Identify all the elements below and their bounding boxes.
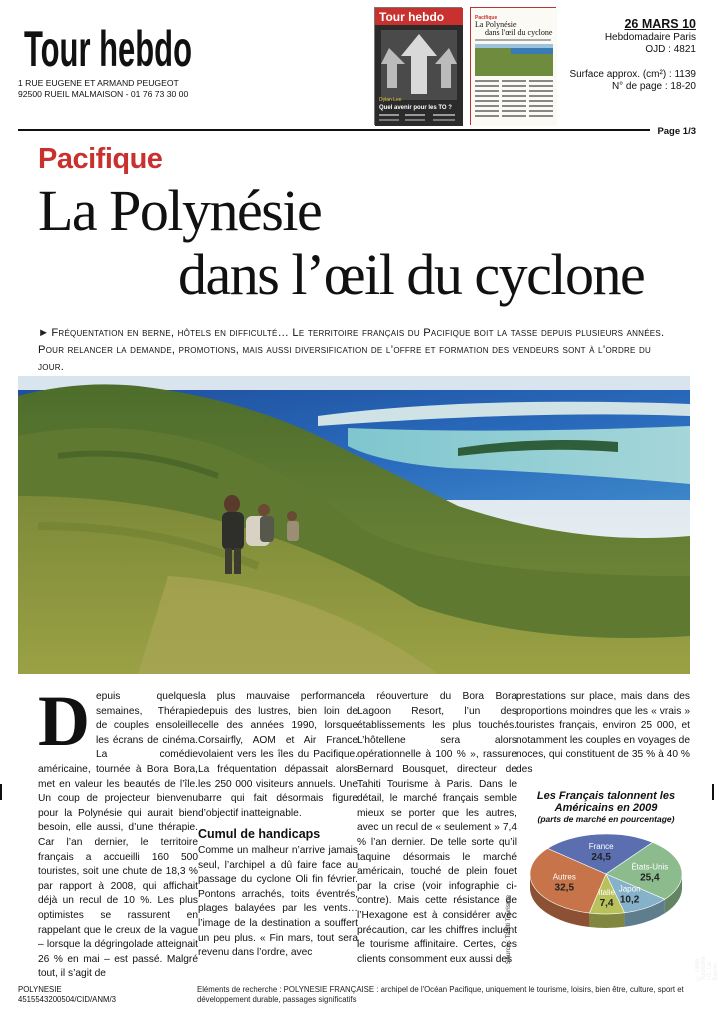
article-thumbnail: [470, 7, 556, 125]
arrow-icon: ►: [38, 327, 50, 339]
cover-name: Dylan Lee: [379, 97, 402, 103]
article-text: epuis quelques semaines, Thérapie de couples ensoleille les écrans de cinéma. La comédie américaine, tournée à Bora Bora, met en valeur les beautés de l’île. Un coup de projecteur bienvenu pour la Polynésie qui aurait bien besoin, elle aussi, d’une thérapie. Car l’an dernier, le territoire français a accueilli 160 500 touristes, soit une chute de 18,3 % par rapport à 2008, qui affichait déjà un recul de 10 %. Les plus optimistes se rassurent en rappelant que le creux de la vague – lorsque la dégringolade atteignait 26 % en mai – est passé. Malgré tout, il s’agit de: [38, 691, 198, 980]
article-text: prestations sur place, mais dans des proportions moindres que les « vrais » touristes français, environ 25 000, et notamment les couples en voyages de noces, qui constituent de 35 % à 40 % des: [516, 691, 690, 775]
thumb-title: La Polynésie: [475, 20, 517, 29]
publisher-address: [18, 78, 188, 99]
issue-date: 26 MARS 10: [624, 17, 696, 31]
frequency: Hebdomadaire Paris: [604, 31, 696, 43]
article-title: dans l’œil du cyclone: [178, 242, 645, 307]
chart-subtitle: (parts de marché en pourcentage): [537, 814, 675, 824]
address-line: 1 RUE EUGENE ET ARMAND PEUGEOT: [18, 78, 179, 88]
footer-line: 4515543200504/CID/ANM/3: [18, 995, 116, 1004]
article-column: [198, 690, 358, 961]
pie-label: Autres: [552, 872, 576, 882]
address-line: 92500 RUEIL MALMAISON - 01 76 73 30 00: [18, 88, 189, 99]
publication-meta: [569, 18, 696, 94]
article-subhead: Cumul de handicaps: [198, 827, 321, 842]
pie-value: 24,5: [591, 851, 611, 863]
margin-mark: [0, 784, 2, 800]
pie-label: France: [588, 841, 614, 851]
footer-line: POLYNESIE: [18, 985, 62, 994]
article-text: la réouverture du Bora Bora Lagoon Resort, l’un des établissements les plus touchés. L’hôtellene sera alors opérationnelle à 100 % », rassure Bernard Bousquet, directeur de Tahiti Tourisme à Paris. Dans le détail, le marché français semble mieux se porter que les autres, avec un recul de « seulement » 7,4 % l’an dernier. De telle sorte qu’il taquine désormais le marché américain, touché de plein fouet par la crise (voir infographie ci-contre). Mais cette résistance de l’Hexagone est à considérer avec précaution, car les chiffres incluent le tourisme affinitaire. Certes, ces clients consomment eux aussi des: [357, 691, 517, 965]
thumb-title: dans l'œil du cyclone: [485, 28, 553, 37]
pie-value: 25,4: [640, 872, 660, 884]
article-lead: [38, 325, 678, 376]
article-column: [357, 690, 517, 967]
pie-value: 32,5: [554, 882, 575, 894]
publication-logo: [22, 14, 194, 80]
surface: Surface approx. (cm²) : 1139: [569, 68, 696, 80]
cover-logo: Tour hebdo: [379, 10, 445, 24]
market-share-chart: [520, 790, 692, 950]
dropcap: D: [38, 681, 90, 761]
pie-chart: [520, 826, 692, 938]
cover-thumbnail: [374, 7, 462, 125]
article-text: Comme un malheur n’arrive jamais seul, l’archipel a dû faire face au passage du cyclone Oli fin février. Pontons arrachés, toits éventrés, plages balayées par les vents… l’image de la destination a souffert un peu plus. « Fin mars, tout sera revenu dans l’ordre, avec: [198, 844, 358, 959]
footer-keywords: Eléments de recherche : POLYNESIE FRANÇAISE : archipel de l'Océan Pacifique, uniquement le tourisme, loisirs, bien être, culture, sport et développement durable, passages significatifs: [197, 985, 684, 1004]
page-count: Page 1/3: [657, 126, 696, 137]
chart-title: Les Français talonnent les Américains en 2009: [536, 790, 676, 814]
pie-value: 10,2: [619, 894, 640, 906]
article-column: [516, 690, 690, 778]
article-title: La Polynésie: [38, 178, 322, 243]
margin-mark: [712, 784, 714, 800]
cover-caption: Quel avenir pour les TO ?: [379, 105, 452, 111]
pie-slice-side: [589, 913, 624, 928]
lead-text: Fréquentation en berne, hôtels en difficulté… Le territoire français du Pacifique boit la tasse depuis plusieurs années. Pour relancer la demande, promotions, mais aussi diversification de l’offre et formation des vendeurs sont à l’ordre du jour.: [38, 327, 665, 373]
ojd: OJD : 4821: [645, 44, 696, 55]
pie-value: 7,4: [599, 898, 614, 910]
header-divider: [18, 129, 650, 131]
publication-logo-text: Tour hebdo: [24, 21, 192, 77]
pie-label: Japon: [618, 884, 641, 894]
pie-label: États-Unis: [631, 862, 669, 872]
page-reference: N° de page : 18-20: [611, 81, 696, 92]
article-text: la plus mauvaise performance depuis des lustres, bien loin de celle des années 1990, lorsque Corsairfly, AOM et Air France volaient vers les îles du Pacifique. La fréquentation dépassait alors les 250 000 visiteurs annuels. Une barre qui fait désormais figure d’objectif inatteignable.: [198, 691, 358, 819]
thumb-kicker: Pacifique: [475, 15, 498, 21]
pie-label: Italie: [598, 888, 616, 898]
footer-reference: [18, 985, 116, 1005]
section-kicker: Pacifique: [38, 143, 163, 175]
photo-credit: © Tahiti Tourisme / G. Le Bacon: [695, 956, 719, 981]
article-column: [38, 681, 198, 982]
chart-source: Source : Tahiti Tourisme: [505, 895, 512, 965]
